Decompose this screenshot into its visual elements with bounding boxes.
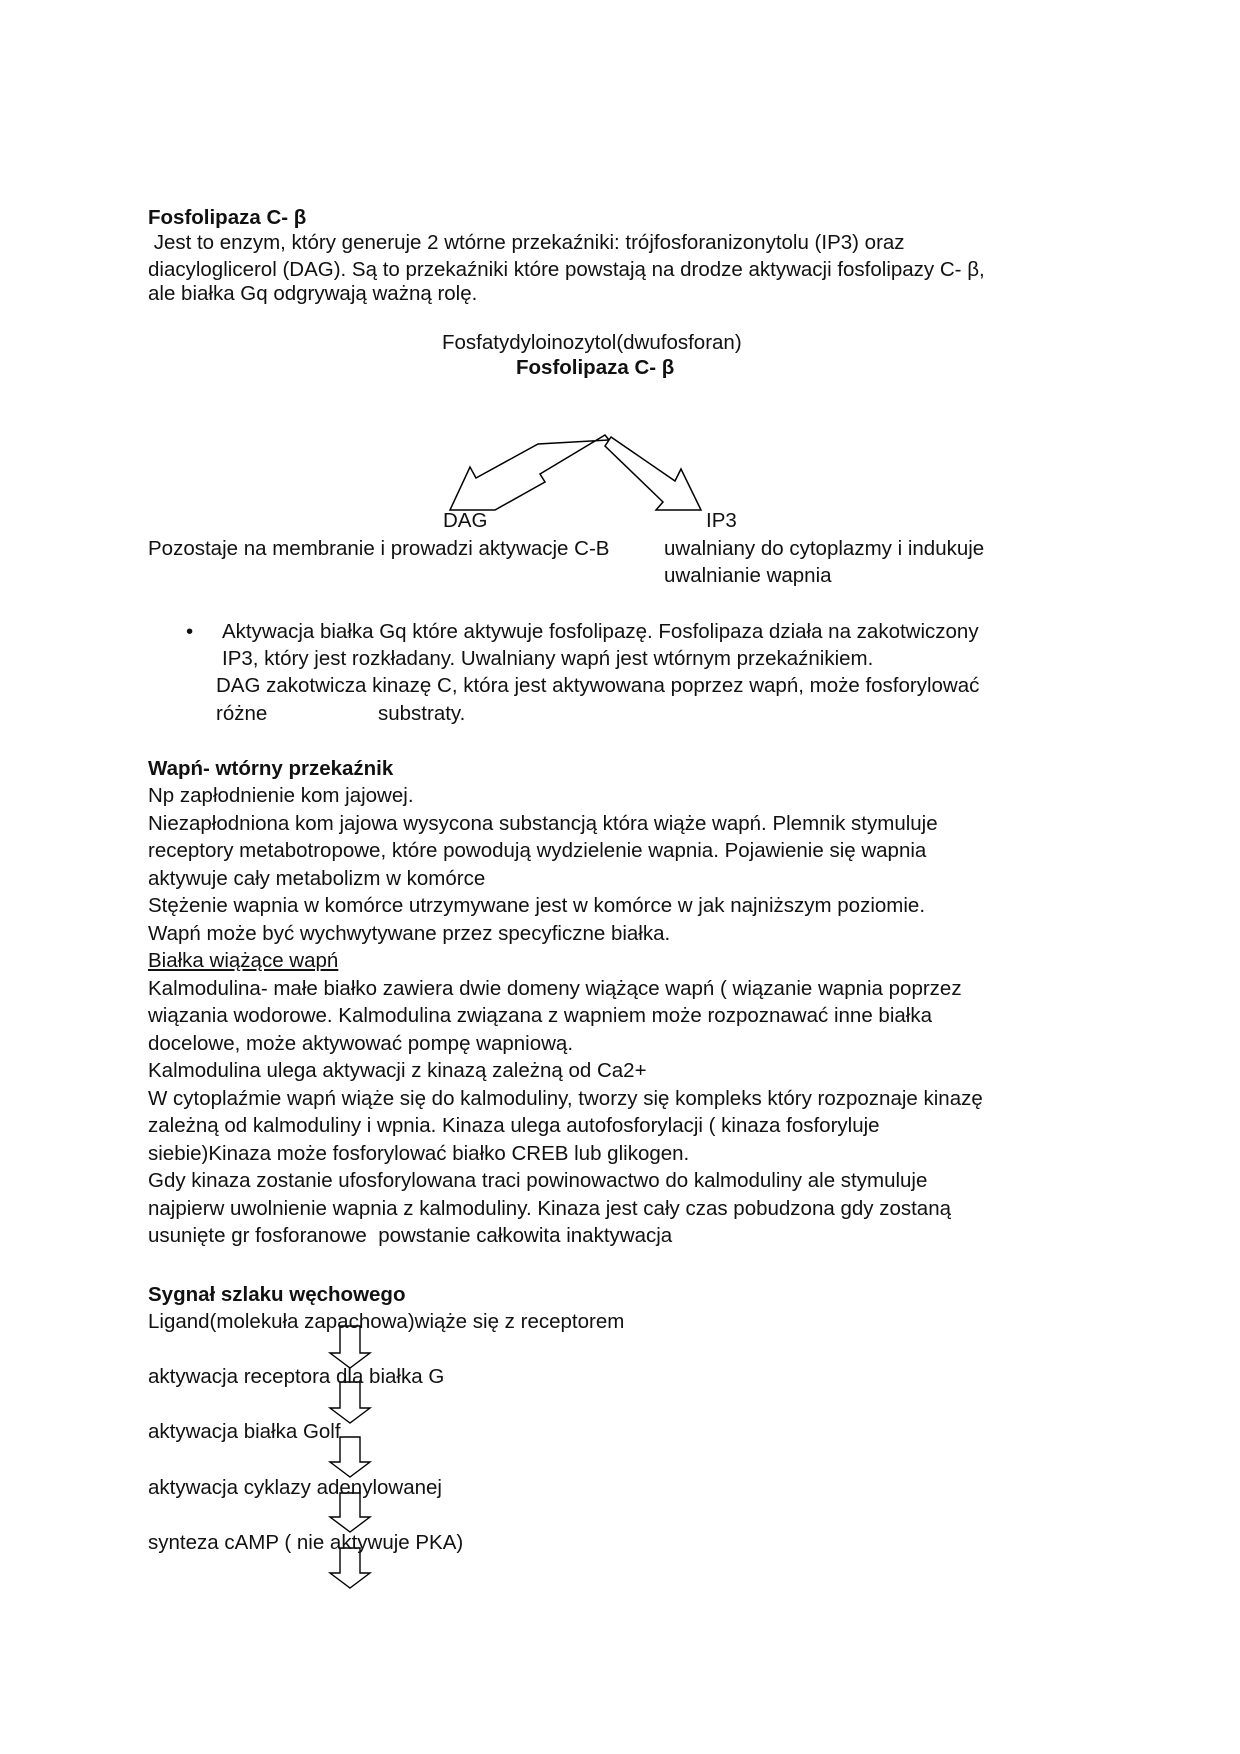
bullet-text: substraty. (378, 702, 466, 725)
bullet-text: Aktywacja białka Gq które aktywuje fosfolipazę. Fosfolipaza działa na zakotwiczony (222, 620, 979, 643)
paragraph-line: W cytoplaźmie wapń wiąże się do kalmoduliny, tworzy się kompleks który rozpoznaje kinazę (148, 1087, 983, 1110)
flow-step: synteza cAMP ( nie aktywuje PKA) (148, 1531, 464, 1554)
diagram-dag-description: Pozostaje na membranie i prowadzi aktywacje C-B (148, 537, 610, 560)
arrow-to-ip3-icon (605, 437, 701, 510)
flow-step: aktywacja cyklazy adenylowanej (148, 1476, 442, 1499)
paragraph-line: zależną od kalmoduliny i wpnia. Kinaza ulega autofosforylacji ( kinaza fosforyluje (148, 1114, 880, 1137)
section-title-wapn: Wapń- wtórny przekaźnik (148, 757, 394, 780)
diagram-enzyme: Fosfolipaza C- β (516, 356, 675, 379)
paragraph-line: diacyloglicerol (DAG). Są to przekaźniki które powstają na drodze aktywacji fosfolipazy C- β, (148, 258, 985, 281)
bullet-text: różne (216, 702, 268, 725)
paragraph-line: Kalmodulina ulega aktywacji z kinazą zależną od Ca2+ (148, 1059, 647, 1082)
paragraph-line: Np zapłodnienie kom jajowej. (148, 784, 414, 807)
paragraph-line: Niezapłodniona kom jajowa wysycona substancją która wiąże wapń. Plemnik stymuluje (148, 812, 938, 835)
flow-step: aktywacja receptora dla białka G (148, 1365, 445, 1388)
paragraph-line: Wapń może być wychwytywane przez specyficzne białka. (148, 922, 671, 945)
bullet-text: DAG zakotwicza kinazę C, która jest aktywowana poprzez wapń, może fosforylować (216, 674, 980, 697)
paragraph-line: usunięte gr fosforanowe powstanie całkowita inaktywacja (148, 1224, 673, 1247)
diagram-ip3-description: uwalniany do cytoplazmy i indukuje (664, 537, 985, 560)
paragraph-line: receptory metabotropowe, które powodują wydzielenie wapnia. Pojawienie się wapnia (148, 839, 927, 862)
diagram-ip3: IP3 (706, 509, 737, 532)
subheading-bialka: Białka wiążące wapń (148, 949, 339, 972)
paragraph-line: Gdy kinaza zostanie ufosforylowana traci powinowactwo do kalmoduliny ale stymuluje (148, 1169, 928, 1192)
paragraph-line: docelowe, może aktywować pompę wapniową. (148, 1032, 574, 1055)
arrow-to-dag-icon (450, 435, 609, 510)
bullet-icon: • (186, 620, 194, 643)
paragraph-line: Stężenie wapnia w komórce utrzymywane jest w komórce w jak najniższym poziomie. (148, 894, 926, 917)
diagram-substrate: Fosfatydyloinozytol(dwufosforan) (442, 331, 742, 354)
flow-step: Ligand(molekuła zapachowa)wiąże się z receptorem (148, 1310, 625, 1333)
paragraph-line: najpierw uwolnienie wapnia z kalmoduliny. Kinaza jest cały czas pobudzona gdy zostaną (148, 1197, 952, 1220)
paragraph-line: Kalmodulina- małe białko zawiera dwie domeny wiążące wapń ( wiązanie wapnia poprzez (148, 977, 962, 1000)
section-title-sygnal: Sygnał szlaku węchowego (148, 1283, 406, 1306)
paragraph-line: siebie)Kinaza może fosforylować białko CREB lub glikogen. (148, 1142, 690, 1165)
diagram-dag: DAG (443, 509, 488, 532)
flow-step: aktywacja białka Golf (148, 1420, 341, 1443)
paragraph-line: wiązania wodorowe. Kalmodulina związana z wapniem może rozpoznawać inne białka (148, 1004, 932, 1027)
diagram-ip3-description: uwalnianie wapnia (664, 564, 832, 587)
paragraph-line: aktywuje cały metabolizm w komórce (148, 867, 486, 890)
bullet-text: IP3, który jest rozkładany. Uwalniany wapń jest wtórnym przekaźnikiem. (222, 647, 874, 670)
paragraph-line: ale białka Gq odgrywają ważną rolę. (148, 282, 478, 305)
section-title-fosfolipaza: Fosfolipaza C- β (148, 206, 307, 229)
paragraph-line: Jest to enzym, który generuje 2 wtórne przekaźniki: trójfosforanizonytolu (IP3) oraz (148, 231, 905, 254)
